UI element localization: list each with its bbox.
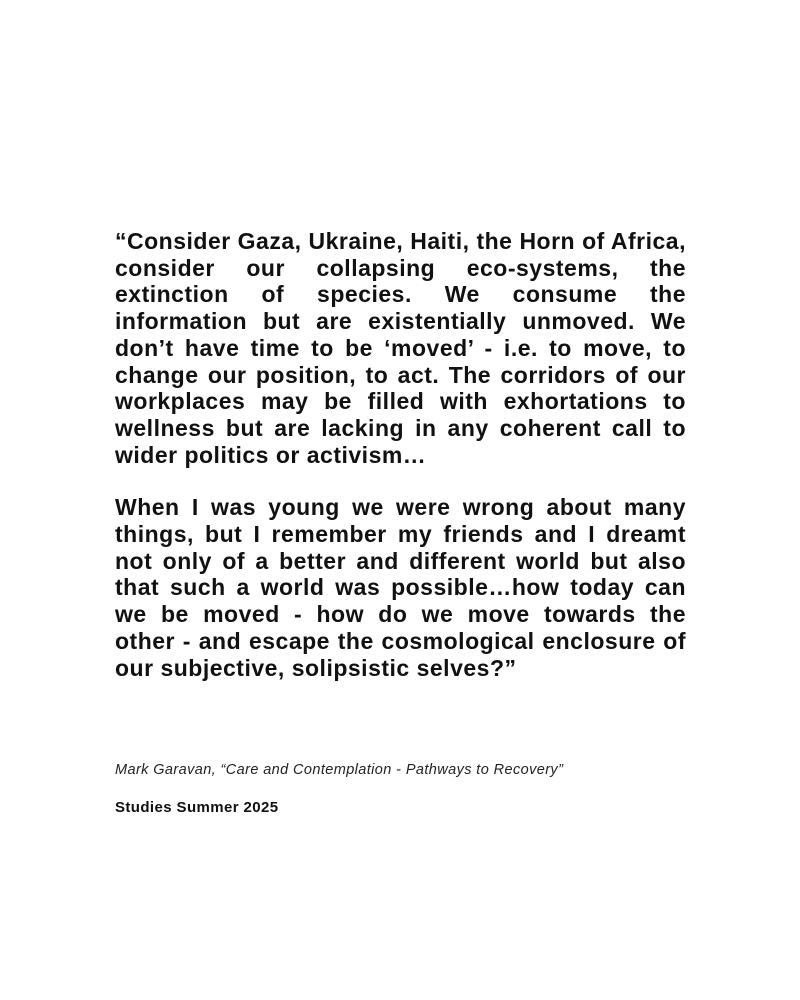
quote-paragraph-2: When I was young we were wrong about many things, but I remember my friends and I dreamt not only of a better and different world but also that such a world was possible…how today can we be moved - how do we move towards the other - and escape the cosmological enclosure of our subjective, solipsistic selves?” xyxy=(115,494,686,681)
publication-label: Studies Summer 2025 xyxy=(115,799,279,816)
quote-paragraph-1: “Consider Gaza, Ukraine, Haiti, the Horn of Africa, consider our collapsing eco-systems, the extinction of species. We consume the information but are existentially unmoved. We don’t have time to be ‘moved’ - i.e. to move, to change our position, to act. The corridors of our workplaces may be filled with exhortations to wellness but are lacking in any coherent call to wider politics or activism… xyxy=(115,228,686,468)
quote-block xyxy=(115,228,686,681)
quote-attribution: Mark Garavan, “Care and Contemplation - Pathways to Recovery” xyxy=(115,762,564,778)
